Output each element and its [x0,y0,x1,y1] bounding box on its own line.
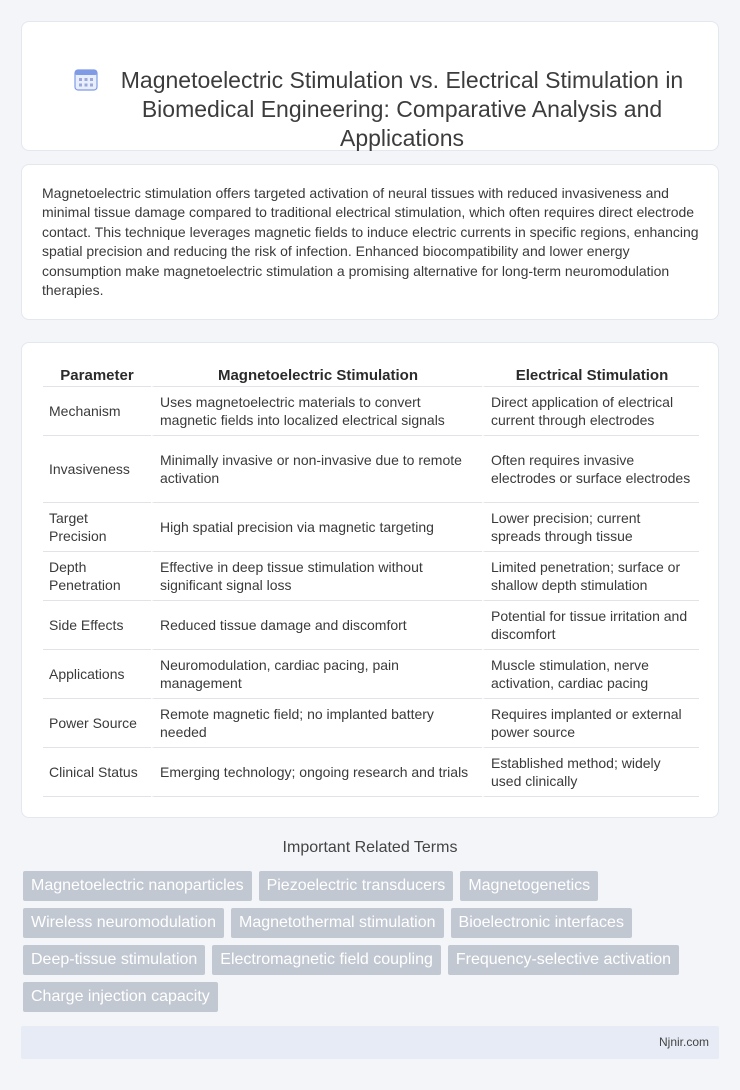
table-cell: Muscle stimulation, nerve activation, cardiac pacing [482,650,699,699]
comparison-table-card [21,342,719,818]
related-term-tag[interactable]: Frequency-selective activation [448,945,679,975]
table-cell: Power Source [43,699,151,748]
header-magnetoelectric: Magnetoelectric Stimulation [151,363,482,387]
table-cell: Often requires invasive electrodes or surface electrodes [482,436,699,503]
table-row [43,601,699,650]
table-row [43,650,699,699]
table-cell: Direct application of electrical current through electrodes [482,387,699,436]
table-cell: Minimally invasive or non-invasive due to remote activation [151,436,482,503]
table-cell: Invasiveness [43,436,151,503]
table-row [43,387,699,436]
table-cell: Depth Penetration [43,552,151,601]
related-term-tag[interactable]: Piezoelectric transducers [259,871,454,901]
table-cell: Potential for tissue irritation and discomfort [482,601,699,650]
table-row [43,552,699,601]
table-cell: Uses magnetoelectric materials to convert magnetic fields into localized electrical signals [151,387,482,436]
table-header-row [43,363,699,387]
related-term-tag[interactable]: Magnetothermal stimulation [231,908,444,938]
table-cell: Remote magnetic field; no implanted battery needed [151,699,482,748]
related-term-tag[interactable]: Magnetogenetics [460,871,598,901]
related-term-tag[interactable]: Bioelectronic interfaces [451,908,632,938]
related-term-tag[interactable]: Wireless neuromodulation [23,908,224,938]
table-cell: Clinical Status [43,748,151,797]
related-term-tag[interactable]: Deep-tissue stimulation [23,945,205,975]
table-cell: Established method; widely used clinically [482,748,699,797]
related-terms-list [23,871,703,1019]
related-term-tag[interactable]: Charge injection capacity [23,982,218,1012]
table-cell: Side Effects [43,601,151,650]
page-title: Magnetoelectric Stimulation vs. Electrical Stimulation in Biomedical Engineering: Comparative Analysis and Applications [120,67,684,151]
header-card [21,21,719,151]
header-parameter: Parameter [43,363,151,387]
summary-card [21,164,719,320]
related-term-tag[interactable]: Magnetoelectric nanoparticles [23,871,252,901]
table-row [43,503,699,552]
comparison-table [43,363,699,797]
table-cell: Neuromodulation, cardiac pacing, pain management [151,650,482,699]
table-cell: Reduced tissue damage and discomfort [151,601,482,650]
table-cell: Emerging technology; ongoing research and trials [151,748,482,797]
related-terms-heading: Important Related Terms [282,839,458,856]
table-row [43,699,699,748]
table-cell: Target Precision [43,503,151,552]
table-cell: Applications [43,650,151,699]
table-cell: Effective in deep tissue stimulation without significant signal loss [151,552,482,601]
table-cell: Lower precision; current spreads through tissue [482,503,699,552]
table-cell: Requires implanted or external power source [482,699,699,748]
footer-site-link[interactable]: Njnir.com [658,1035,709,1049]
footer [21,1026,719,1059]
table-row [43,748,699,797]
table-row [43,436,699,503]
table-cell: High spatial precision via magnetic targeting [151,503,482,552]
table-cell: Mechanism [43,387,151,436]
summary-text: Magnetoelectric stimulation offers targeted activation of neural tissues with reduced invasiveness and minimal tissue damage compared to traditional electrical stimulation, which often requires direct electrode contact. This technique leverages magnetic fields to induce electric currents in specific regions, enhancing spatial precision and reducing the risk of infection. Enhanced biocompatibility and lower energy consumption make magnetoelectric stimulation a promising alternative for long-term neuromodulation therapies. [42,185,699,299]
table-cell: Limited penetration; surface or shallow depth stimulation [482,552,699,601]
related-term-tag[interactable]: Electromagnetic field coupling [212,945,441,975]
header-electrical: Electrical Stimulation [482,363,699,387]
